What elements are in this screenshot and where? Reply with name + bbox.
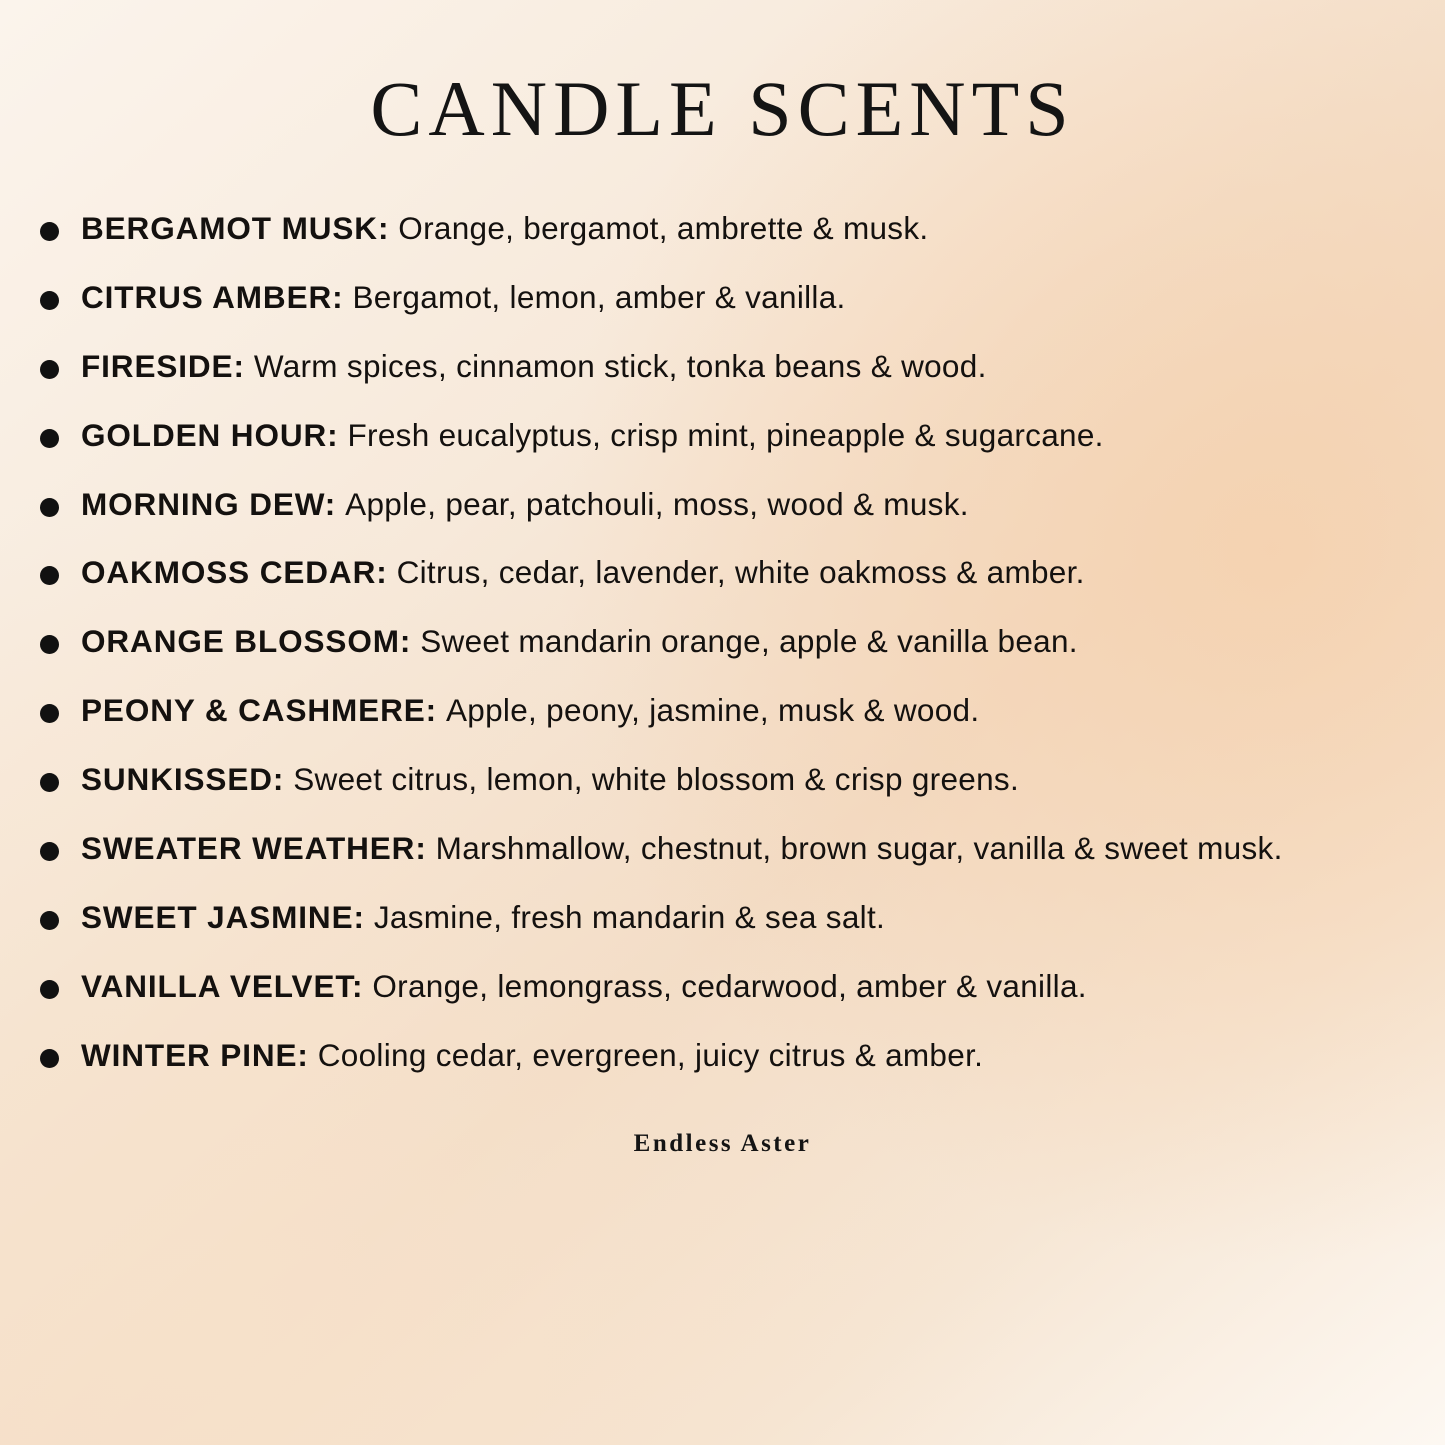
list-item (40, 208, 1393, 249)
scent-description: Citrus, cedar, lavender, white oakmoss & amber. (396, 554, 1085, 591)
page-title: CANDLE SCENTS (370, 65, 1075, 152)
scent-entry (81, 828, 1283, 869)
list-item (40, 415, 1393, 456)
scent-description: Orange, bergamot, ambrette & musk. (398, 209, 929, 246)
bullet-icon (40, 635, 59, 654)
list-item (40, 277, 1393, 318)
scent-description: Bergamot, lemon, amber & vanilla. (352, 278, 846, 315)
scent-entry (81, 208, 928, 249)
scent-description: Warm spices, cinnamon stick, tonka beans & wood. (253, 347, 987, 384)
scent-description: Jasmine, fresh mandarin & sea salt. (373, 899, 886, 936)
bullet-icon (40, 566, 59, 585)
list-item (40, 484, 1393, 525)
scent-entry (81, 484, 969, 525)
list-item (40, 966, 1393, 1007)
scent-name: SWEET JASMINE: (81, 899, 365, 936)
scent-entry (81, 966, 1087, 1007)
scent-name: FIRESIDE: (81, 347, 245, 384)
bullet-icon (40, 291, 59, 310)
scent-description: Marshmallow, chestnut, brown sugar, vanilla & sweet musk. (435, 830, 1283, 867)
scent-name: CITRUS AMBER: (81, 278, 344, 315)
list-item (40, 690, 1393, 731)
scent-entry (81, 621, 1078, 662)
list-item (40, 346, 1393, 387)
scent-entry (81, 277, 846, 318)
scent-name: SUNKISSED: (81, 761, 285, 798)
bullet-icon (40, 222, 59, 241)
scent-entry (81, 759, 1019, 800)
scent-name: SWEATER WEATHER: (81, 830, 427, 867)
bullet-icon (40, 1049, 59, 1068)
list-item (40, 1035, 1393, 1076)
scent-list (0, 208, 1445, 1104)
bullet-icon (40, 911, 59, 930)
scent-name: ORANGE BLOSSOM: (81, 623, 412, 660)
scent-name: BERGAMOT MUSK: (81, 209, 390, 246)
bullet-icon (40, 773, 59, 792)
scent-name: WINTER PINE: (81, 1037, 309, 1074)
scent-entry (81, 1035, 983, 1076)
scent-description: Fresh eucalyptus, crisp mint, pineapple & sugarcane. (347, 416, 1104, 453)
scent-name: GOLDEN HOUR: (81, 416, 339, 453)
list-item (40, 828, 1393, 869)
scent-name: VANILLA VELVET: (81, 968, 364, 1005)
scent-name: PEONY & CASHMERE: (81, 692, 438, 729)
scent-name: MORNING DEW: (81, 485, 337, 522)
scent-entry (81, 415, 1104, 456)
scent-description: Orange, lemongrass, cedarwood, amber & vanilla. (372, 968, 1087, 1005)
brand-name: Endless Aster (633, 1129, 812, 1157)
scent-description: Apple, pear, patchouli, moss, wood & musk. (345, 485, 969, 522)
scent-entry (81, 690, 979, 731)
scent-description: Cooling cedar, evergreen, juicy citrus & amber. (317, 1037, 984, 1074)
scent-name: OAKMOSS CEDAR: (81, 554, 388, 591)
scent-entry (81, 552, 1085, 593)
bullet-icon (40, 980, 59, 999)
list-item (40, 759, 1393, 800)
bullet-icon (40, 842, 59, 861)
bullet-icon (40, 704, 59, 723)
list-item (40, 552, 1393, 593)
bullet-icon (40, 498, 59, 517)
scent-description: Sweet mandarin orange, apple & vanilla bean. (420, 623, 1078, 660)
scent-description: Apple, peony, jasmine, musk & wood. (445, 692, 980, 729)
scent-entry (81, 346, 987, 387)
list-item (40, 897, 1393, 938)
scent-entry (81, 897, 885, 938)
bullet-icon (40, 429, 59, 448)
scent-description: Sweet citrus, lemon, white blossom & crisp greens. (293, 761, 1020, 798)
bullet-icon (40, 360, 59, 379)
list-item (40, 621, 1393, 662)
